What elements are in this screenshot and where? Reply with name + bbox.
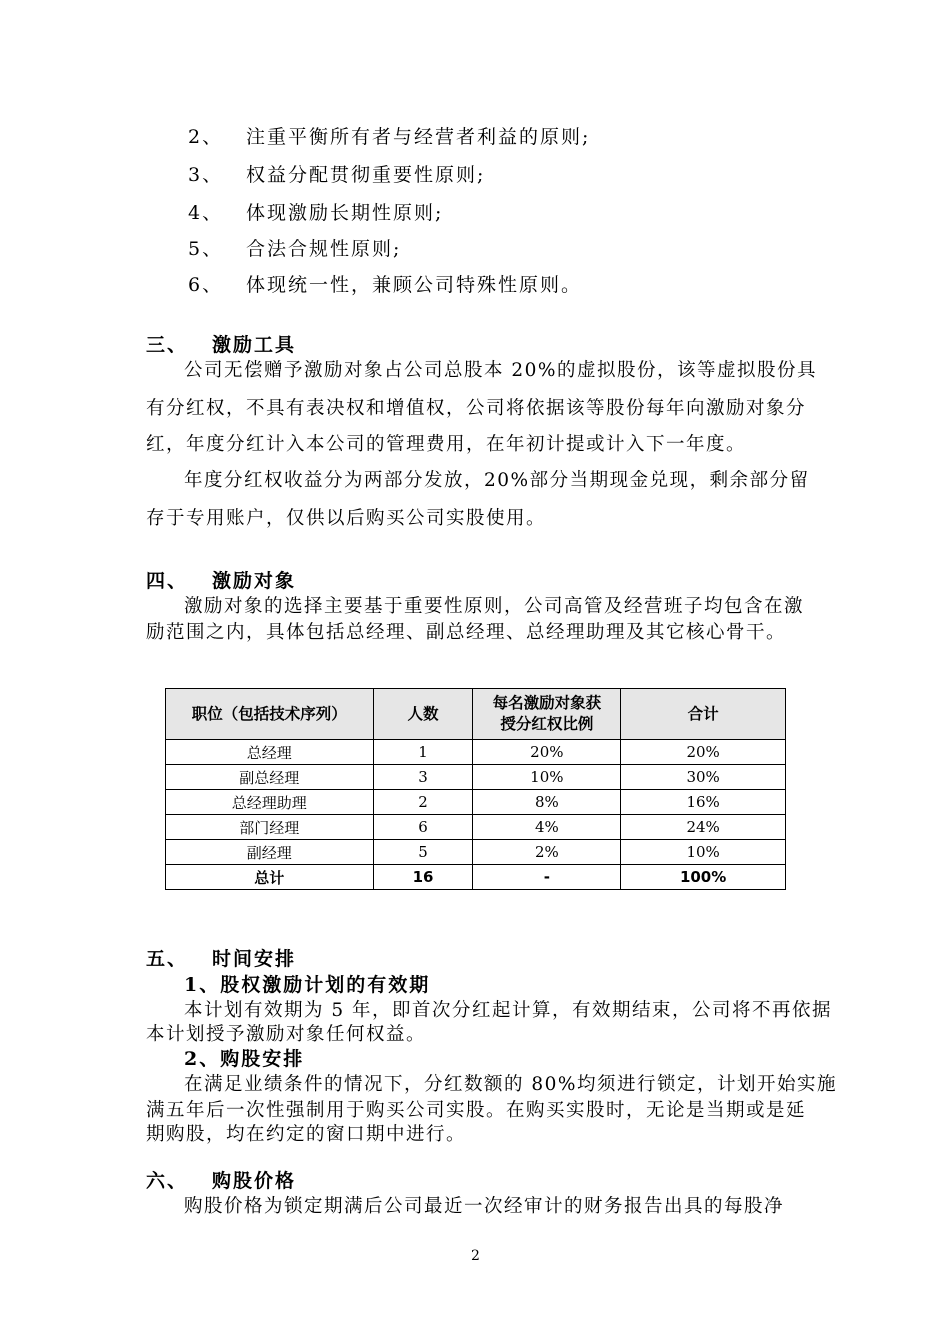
cell-position: 总经理 <box>166 740 374 765</box>
paragraph-line: 在满足业绩条件的情况下，分红数额的 80%均须进行锁定，计划开始实施 <box>184 1074 838 1095</box>
cell-position: 副总经理 <box>166 765 374 790</box>
subsection-title: 2、购股安排 <box>184 1048 305 1070</box>
cell-position: 副经理 <box>166 840 374 865</box>
cell-total: 20% <box>621 740 786 765</box>
cell-ratio: 2% <box>473 840 621 865</box>
paragraph-line: 本计划授予激励对象任何权益。 <box>146 1024 427 1045</box>
paragraph-line: 购股价格为锁定期满后公司最近一次经审计的财务报告出具的每股净 <box>184 1196 785 1217</box>
section-title: 时间安排 <box>212 948 297 970</box>
principle-text: 体现统一性，兼顾公司特殊性原则。 <box>246 274 583 296</box>
header-total: 合计 <box>621 689 786 740</box>
table-row <box>166 765 786 790</box>
paragraph-line: 有分红权，不具有表决权和增值权，公司将依据该等股份每年向激励对象分 <box>146 398 807 419</box>
section-number: 五、 <box>146 948 189 970</box>
header-ratio <box>473 689 621 740</box>
table-row <box>166 790 786 815</box>
paragraph-line: 激励对象的选择主要基于重要性原则，公司高管及经营班子均包含在激 <box>184 596 805 617</box>
paragraph-line: 期购股，均在约定的窗口期中进行。 <box>146 1124 467 1145</box>
page-number: 2 <box>471 1248 480 1264</box>
total-label: 总计 <box>166 865 374 890</box>
total-ratio: - <box>473 865 621 890</box>
total-sum: 100% <box>621 865 786 890</box>
section-number: 六、 <box>146 1170 189 1192</box>
header-ratio-line1: 每名激励对象获 <box>492 694 602 712</box>
cell-headcount: 3 <box>373 765 473 790</box>
paragraph-line: 本计划有效期为 5 年，即首次分红起计算，有效期结束，公司将不再依据 <box>184 1000 833 1021</box>
cell-total: 10% <box>621 840 786 865</box>
paragraph-line: 励范围之内，具体包括总经理、副总经理、总经理助理及其它核心骨干。 <box>146 622 787 643</box>
paragraph-line: 年度分红权收益分为两部分发放，20%部分当期现金兑现，剩余部分留 <box>184 470 810 491</box>
paragraph-line: 存于专用账户，仅供以后购买公司实股使用。 <box>146 508 547 529</box>
section-number: 四、 <box>146 570 189 592</box>
cell-ratio: 20% <box>473 740 621 765</box>
section-number: 三、 <box>146 334 189 356</box>
section-title: 激励对象 <box>212 570 297 592</box>
paragraph-line: 红，年度分红计入本公司的管理费用，在年初计提或计入下一年度。 <box>146 434 747 455</box>
principle-text: 合法合规性原则; <box>246 238 402 260</box>
principle-number: 2、 <box>188 126 224 148</box>
table-total-row <box>166 865 786 890</box>
cell-ratio: 10% <box>473 765 621 790</box>
table-row <box>166 740 786 765</box>
table-header-row <box>166 689 786 740</box>
cell-headcount: 5 <box>373 840 473 865</box>
section-title: 购股价格 <box>212 1170 297 1192</box>
cell-position: 总经理助理 <box>166 790 374 815</box>
cell-total: 16% <box>621 790 786 815</box>
principle-number: 5、 <box>188 238 224 260</box>
principle-text: 体现激励长期性原则; <box>246 202 444 224</box>
cell-headcount: 6 <box>373 815 473 840</box>
paragraph-line: 满五年后一次性强制用于购买公司实股。在购买实股时，无论是当期或是延 <box>146 1100 807 1121</box>
cell-ratio: 8% <box>473 790 621 815</box>
principle-number: 3、 <box>188 164 224 186</box>
subsection-title: 1、股权激励计划的有效期 <box>184 974 431 996</box>
table-row <box>166 840 786 865</box>
header-headcount: 人数 <box>373 689 473 740</box>
principle-text: 注重平衡所有者与经营者利益的原则; <box>246 126 591 148</box>
principle-number: 6、 <box>188 274 224 296</box>
cell-ratio: 4% <box>473 815 621 840</box>
cell-total: 30% <box>621 765 786 790</box>
header-position: 职位（包括技术序列） <box>166 689 374 740</box>
cell-headcount: 1 <box>373 740 473 765</box>
total-headcount: 16 <box>373 865 473 890</box>
cell-total: 24% <box>621 815 786 840</box>
section-title: 激励工具 <box>212 334 297 356</box>
principle-number: 4、 <box>188 202 224 224</box>
header-ratio-line2: 授分红权比例 <box>500 715 594 733</box>
cell-headcount: 2 <box>373 790 473 815</box>
allocation-table <box>165 688 786 890</box>
principle-text: 权益分配贯彻重要性原则; <box>246 164 486 186</box>
cell-position: 部门经理 <box>166 815 374 840</box>
paragraph-line: 公司无偿赠予激励对象占公司总股本 20%的虚拟股份，该等虚拟股份具 <box>184 360 818 381</box>
table-row <box>166 815 786 840</box>
